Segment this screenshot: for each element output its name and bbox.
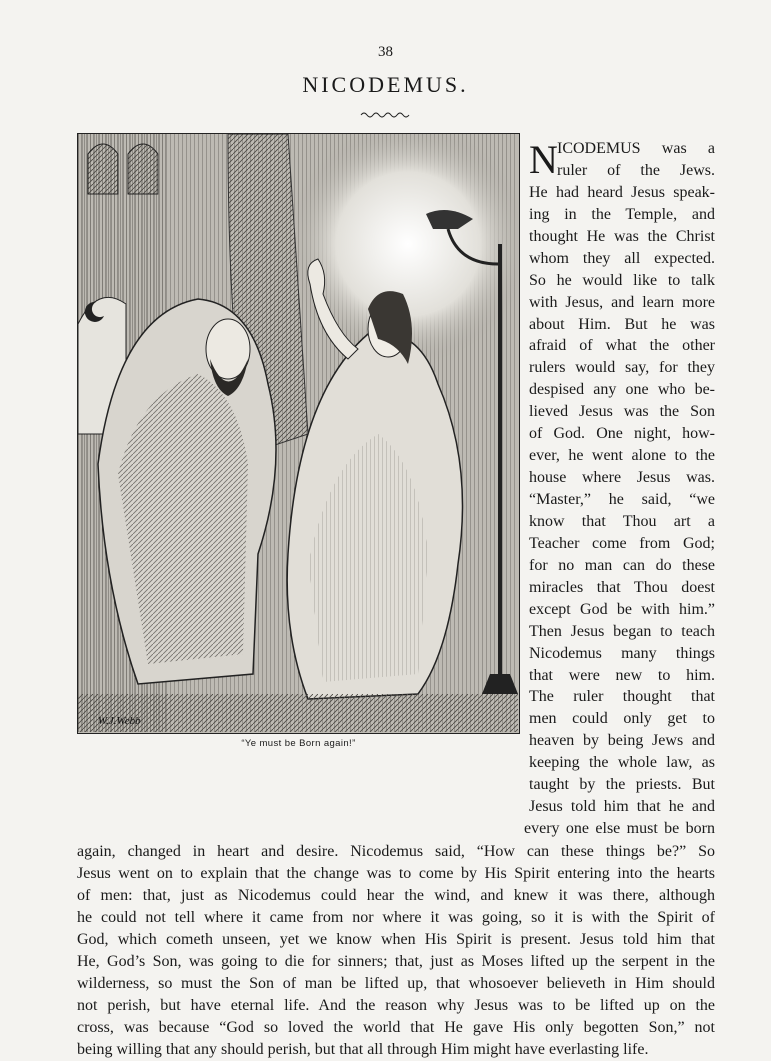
side-text-line: men could only get to — [529, 710, 715, 728]
side-text-line: miracles that Thou doest — [529, 578, 715, 596]
side-text-line: despised any one who be- — [529, 381, 715, 399]
bottom-text-line: cross, was because “God so loved the world that He gave His only begotten Son,” not — [77, 1019, 715, 1037]
side-text-line: lieved Jesus was the Son — [529, 403, 715, 421]
bottom-text-line: every one else must be born — [524, 820, 715, 838]
engraving-illustration — [77, 133, 520, 734]
bottom-text-line: being willing that any should perish, but that all through Him might have everlasting life. — [77, 1041, 649, 1059]
side-text-line: about Him. But he was — [529, 315, 715, 333]
side-text-line: Teacher come from God; — [529, 534, 715, 552]
bottom-text-line: He, God’s Son, was going to die for sinners; that, just as Moses lifted up the serpent in the — [77, 953, 715, 970]
side-text-line: except God be with him.” — [529, 600, 715, 618]
side-text-line: of God. One night, how- — [529, 425, 715, 443]
side-text-line: rulers would say, for they — [529, 359, 715, 377]
side-text-line: ever, he went alone to the — [529, 447, 715, 465]
bottom-text-line: he could not tell where it came from nor where it was going, so it is with the Spirit of — [77, 908, 715, 926]
side-text-line: taught by the priests. But — [529, 776, 715, 794]
page-title: NICODEMUS. — [302, 72, 469, 97]
bottom-text-line: God, which cometh unseen, yet we know when His Spirit is present. Jesus told him that — [77, 930, 715, 948]
side-text-line: So he would like to talk — [529, 271, 715, 289]
side-text-line: ruler of the Jews. — [557, 161, 715, 179]
drop-cap: N — [529, 137, 558, 182]
side-text-line: He had heard Jesus speak- — [529, 183, 715, 201]
bottom-text-line: again, changed in heart and desire. Nicodemus said, “How can these things be?” So — [77, 842, 715, 860]
side-text-line: The ruler thought that — [529, 688, 715, 706]
bottom-text-line: Jesus went on to explain that the change was to come by His Spirit entering into the hearts — [77, 864, 715, 882]
side-text-line: heaven by being Jews and — [529, 732, 715, 750]
engraving-scene — [78, 134, 518, 732]
bottom-text-line: not perish, but have eternal life. And the reason why Jesus was to be lifted up on the — [77, 997, 715, 1015]
engraver-signature: W.J.Webb — [98, 715, 141, 727]
bottom-text-line: of men: that, just as Nicodemus could hear the wind, and knew it was there, although — [77, 886, 715, 904]
side-text-line: keeping the whole law, as — [529, 754, 715, 772]
side-text-line: that were new to him. — [529, 666, 715, 684]
side-column-text — [529, 138, 715, 818]
side-text-line: house where Jesus was. — [529, 469, 715, 487]
side-text-line: whom they all expected. — [529, 249, 715, 267]
side-text-line: afraid of what the other — [529, 337, 715, 355]
page-number: 38 — [378, 44, 393, 60]
side-text-line: “Master,” he said, “we — [529, 491, 715, 508]
side-text-line: Then Jesus began to teach — [529, 622, 715, 640]
side-text-line: N ICODEMUS was a — [529, 137, 715, 182]
side-text-line: Nicodemus many things — [529, 644, 715, 662]
side-text-line: for no man can do these — [529, 556, 715, 574]
side-text-line: with Jesus, and learn more — [529, 293, 715, 311]
side-text-line: thought He was the Christ — [529, 227, 715, 245]
bottom-text-line: wilderness, so must the Son of man be lifted up, that whosoever believeth in Him should — [77, 975, 715, 993]
side-text-line: ing in the Temple, and — [529, 205, 715, 223]
side-text-line: know that Thou art a — [529, 512, 715, 530]
title-ornament — [360, 110, 412, 120]
illustration-caption: “Ye must be Born again!” — [241, 738, 356, 749]
full-width-text — [77, 818, 715, 1061]
side-text-line: Jesus told him that he and — [529, 798, 715, 816]
